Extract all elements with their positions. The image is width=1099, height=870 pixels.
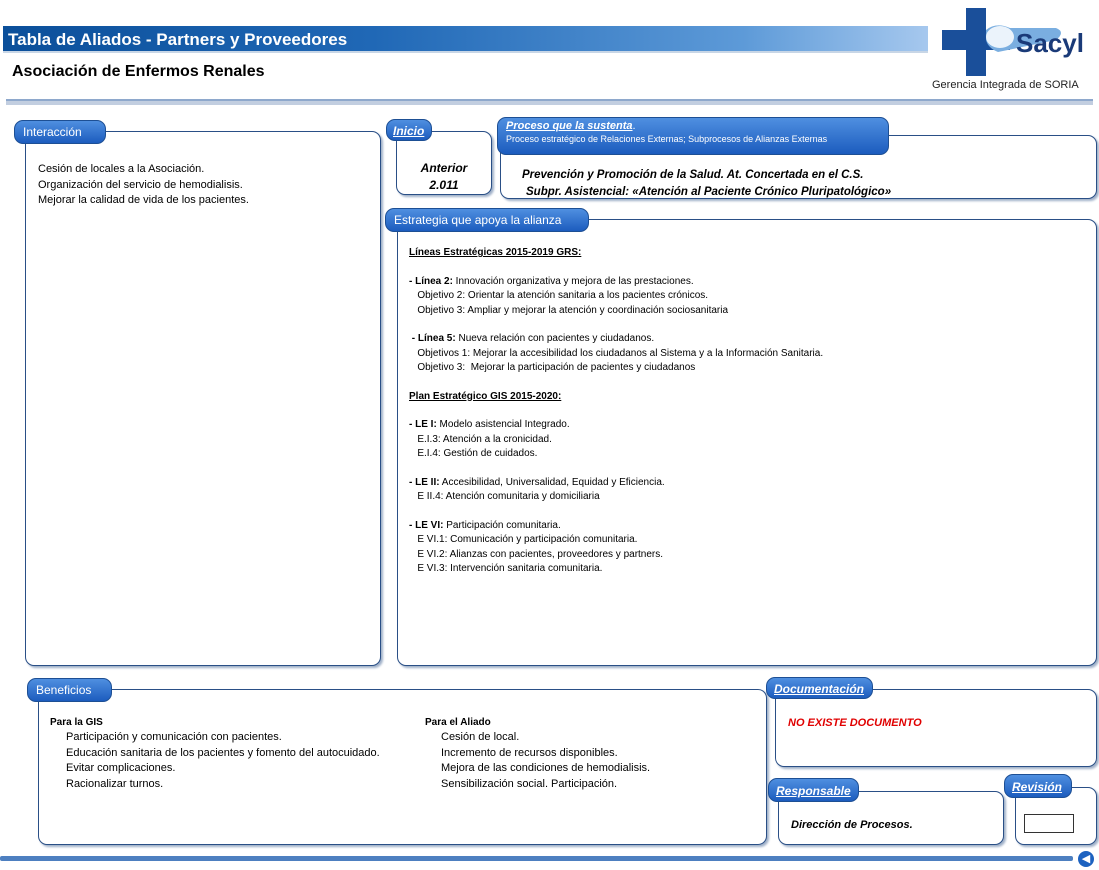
interaccion-label: Interacción — [23, 125, 82, 139]
footer-bar — [0, 856, 1073, 861]
linea-2-objetivo: Objetivo 2: Orientar la atención sanitaria a los pacientes crónicos. — [409, 290, 709, 301]
inicio-tab[interactable] — [386, 119, 432, 141]
linea-2-objetivo: Objetivo 3: Ampliar y mejorar la atención y coordinación sociosanitaria — [409, 304, 729, 316]
proceso-line1: Prevención y Promoción de la Salud. At. Concertada en el C.S. — [522, 169, 864, 181]
list-item: Participación y comunicación con pacientes. — [66, 731, 282, 743]
interaccion-tab — [14, 120, 106, 144]
aliado-title: Para el Aliado — [425, 717, 491, 728]
revision-label[interactable]: Revisión — [1012, 780, 1063, 794]
documentacion-text: NO EXISTE DOCUMENTO — [788, 717, 922, 729]
logo-caption: Gerencia Integrada de SORIA — [932, 79, 1079, 91]
list-item: Racionalizar turnos. — [66, 777, 164, 790]
proceso-label[interactable]: Proceso que la sustenta — [506, 120, 633, 132]
responsable-text: Dirección de Procesos. — [791, 819, 913, 831]
le6-item: E VI.1: Comunicación y participación comunitaria. — [409, 534, 638, 545]
list-item: Mejorar la calidad de vida de los pacientes. — [38, 194, 249, 206]
responsable-tab[interactable] — [768, 778, 859, 802]
linea-5-label: - Línea 5: — [409, 333, 456, 344]
proceso-label-suffix: . — [632, 120, 636, 132]
beneficios-aliado — [425, 716, 755, 792]
header-divider — [6, 99, 1093, 105]
page-title-bar — [3, 26, 928, 53]
responsable-label[interactable]: Responsable — [776, 784, 851, 798]
revision-tab[interactable] — [1004, 774, 1072, 798]
documentacion-label[interactable]: Documentación — [774, 682, 865, 696]
list-item: Incremento de recursos disponibles. — [441, 746, 618, 759]
sacyl-logo-icon — [938, 8, 1099, 76]
list-item: Educación sanitaria de los pacientes y fomento del autocuidado. — [66, 746, 380, 759]
linea-2-text: Innovación organizativa y mejora de las prestaciones. — [452, 275, 694, 287]
beneficios-label: Beneficios — [36, 683, 92, 697]
partner-name: Asociación de Enfermos Renales — [12, 63, 265, 80]
linea-5-text: Nueva relación con pacientes y ciudadanos. — [455, 333, 655, 344]
linea-5-objetivo: Objetivos 1: Mejorar la accesibilidad los ciudadanos al Sistema y a la Información Sanitaria. — [409, 347, 824, 359]
linea-5-objetivo: Objetivo 3: Mejorar la participación de pacientes y ciudadanos — [409, 362, 696, 373]
list-item: Mejora de las condiciones de hemodialisis. — [441, 762, 651, 774]
list-item: Evitar complicaciones. — [66, 762, 176, 774]
interaccion-panel — [25, 131, 381, 666]
proceso-tab[interactable] — [497, 117, 889, 155]
list-item: Organización del servicio de hemodialisis. — [38, 178, 243, 191]
linea-2-label: - Línea 2: — [409, 275, 453, 287]
list-item: Cesión de locales a la Asociación. — [38, 163, 205, 175]
le1-item: E.I.3: Atención a la cronicidad. — [409, 433, 552, 445]
interaccion-list — [38, 162, 368, 209]
le1-text: Modelo asistencial Integrado. — [436, 419, 570, 430]
le2-text: Accesibilidad, Universalidad, Equidad y Eficiencia. — [439, 476, 665, 488]
le2-item: E II.4: Atención comunitaria y domiciliaria — [409, 491, 600, 502]
list-item: Cesión de local. — [441, 731, 520, 743]
le1-label: - LE I: — [409, 419, 437, 430]
proceso-line2: Subpr. Asistencial: «Atención al Paciente Crónico Pluripatológico» — [526, 186, 892, 198]
le2-label: - LE II: — [409, 476, 440, 488]
page-title: Tabla de Aliados - Partners y Proveedores — [8, 30, 348, 49]
inicio-line2: 2.011 — [429, 178, 459, 192]
beneficios-gis — [50, 716, 420, 792]
back-arrow-icon[interactable]: ◀ — [1078, 851, 1094, 867]
le6-text: Participación comunitaria. — [443, 519, 561, 531]
logo-text: Sacyl — [1016, 28, 1084, 58]
le6-item: E VI.2: Alianzas con pacientes, proveedores y partners. — [409, 548, 664, 560]
inicio-content — [396, 160, 492, 194]
estrategia-heading-1: Líneas Estratégicas 2015-2019 GRS: — [409, 247, 582, 258]
inicio-label[interactable]: Inicio — [393, 124, 425, 138]
estrategia-heading-2: Plan Estratégico GIS 2015-2020: — [409, 390, 562, 402]
documentacion-tab[interactable] — [766, 677, 873, 699]
le1-item: E.I.4: Gestión de cuidados. — [409, 448, 538, 459]
le6-item: E VI.3: Intervención sanitaria comunitaria. — [409, 563, 603, 574]
estrategia-content — [409, 246, 1089, 577]
le6-label: - LE VI: — [409, 519, 444, 531]
estrategia-tab — [385, 208, 589, 232]
proceso-sublabel: Proceso estratégico de Relaciones Externas; Subprocesos de Alianzas Externas — [506, 134, 828, 144]
list-item: Sensibilización social. Participación. — [441, 777, 618, 790]
proceso-content — [522, 167, 1092, 201]
sacyl-logo — [938, 8, 1099, 76]
beneficios-tab — [27, 678, 112, 702]
inicio-line1: Anterior — [420, 161, 468, 175]
revision-field[interactable] — [1024, 814, 1074, 833]
estrategia-label: Estrategia que apoya la alianza — [394, 213, 562, 227]
gis-title: Para la GIS — [50, 717, 103, 728]
